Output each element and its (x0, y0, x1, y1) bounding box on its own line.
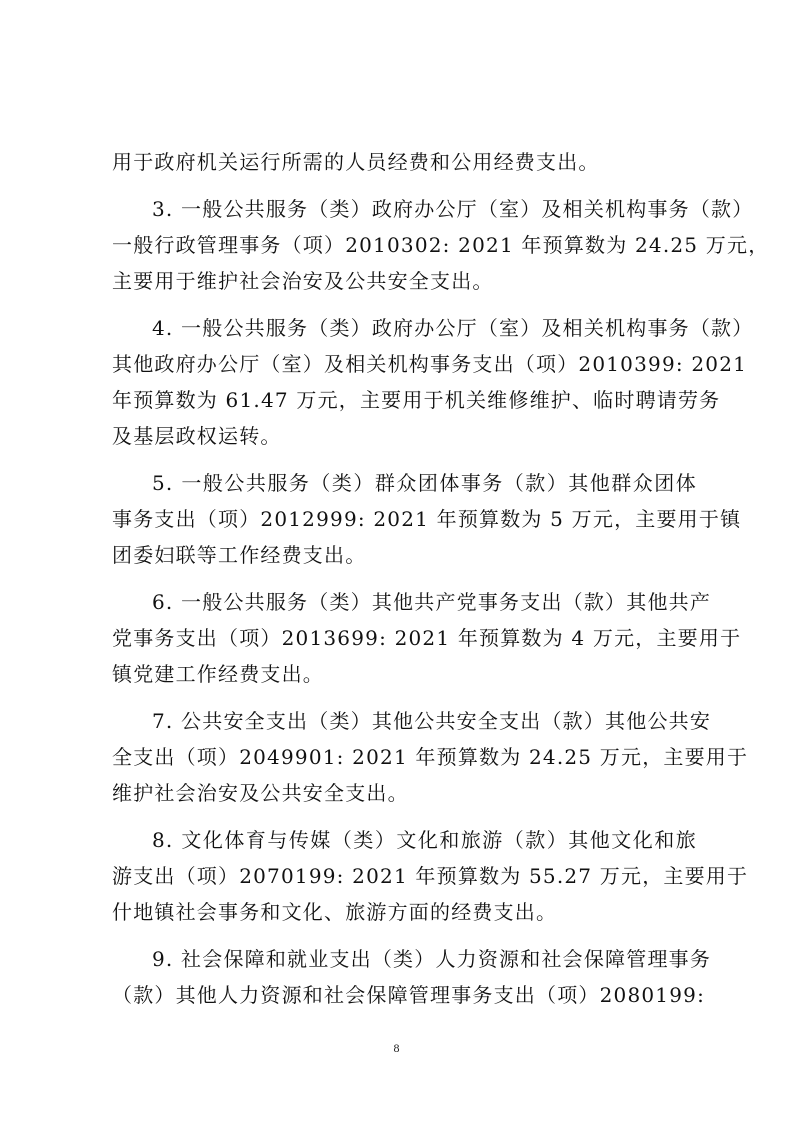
paragraph-7-line-1: 7. 公共安全支出（类）其他公共安全支出（款）其他公共安 (152, 709, 712, 733)
paragraph-7-line-2: 全支出（项）2049901: 2021 年预算数为 24.25 万元，主要用于 (112, 745, 749, 769)
paragraph-5-line-1: 5. 一般公共服务（类）群众团体事务（款）其他群众团体 (152, 471, 697, 495)
paragraph-8-line-3: 什地镇社会事务和文化、旅游方面的经费支出。 (112, 900, 558, 924)
paragraph-5-line-3: 团委妇联等工作经费支出。 (112, 543, 367, 567)
paragraph-3-line-2: 一般行政管理事务（项）2010302: 2021 年预算数为 24.25 万元， (112, 233, 770, 257)
paragraph-3-line-1: 3. 一般公共服务（类）政府办公厅（室）及相关机构事务（款） (152, 197, 754, 221)
paragraph-6-line-1: 6. 一般公共服务（类）其他共产党事务支出（款）其他共产 (152, 590, 712, 614)
paragraph-6-line-3: 镇党建工作经费支出。 (112, 662, 324, 686)
page-number: 8 (393, 1041, 400, 1055)
paragraph-3-line-3: 主要用于维护社会治安及公共安全支出。 (112, 269, 494, 293)
paragraph-6-line-2: 党事务支出（项）2013699: 2021 年预算数为 4 万元，主要用于 (112, 626, 742, 650)
paragraph-8-line-2: 游支出（项）2070199: 2021 年预算数为 55.27 万元，主要用于 (112, 864, 749, 888)
paragraph-4-line-2: 其他政府办公厅（室）及相关机构事务支出（项）2010399: 2021 (112, 352, 748, 376)
paragraph-7-line-3: 维护社会治安及公共安全支出。 (112, 781, 409, 805)
paragraph-9-line-1: 9. 社会保障和就业支出（类）人力资源和社会保障管理事务 (152, 947, 712, 971)
paragraph-5-line-2: 事务支出（项）2012999: 2021 年预算数为 5 万元，主要用于镇 (112, 507, 742, 531)
paragraph-4-line-1: 4. 一般公共服务（类）政府办公厅（室）及相关机构事务（款） (152, 316, 754, 340)
paragraph-4-line-3: 年预算数为 61.47 万元，主要用于机关维修维护、临时聘请劳务 (112, 388, 721, 412)
paragraph-4-line-4: 及基层政权运转。 (112, 424, 282, 448)
text-line: 用于政府机关运行所需的人员经费和公用经费支出。 (112, 150, 600, 174)
paragraph-9-line-2: （款）其他人力资源和社会保障管理事务支出（项）2080199: (112, 983, 706, 1007)
paragraph-8-line-1: 8. 文化体育与传媒（类）文化和旅游（款）其他文化和旅 (152, 828, 697, 852)
